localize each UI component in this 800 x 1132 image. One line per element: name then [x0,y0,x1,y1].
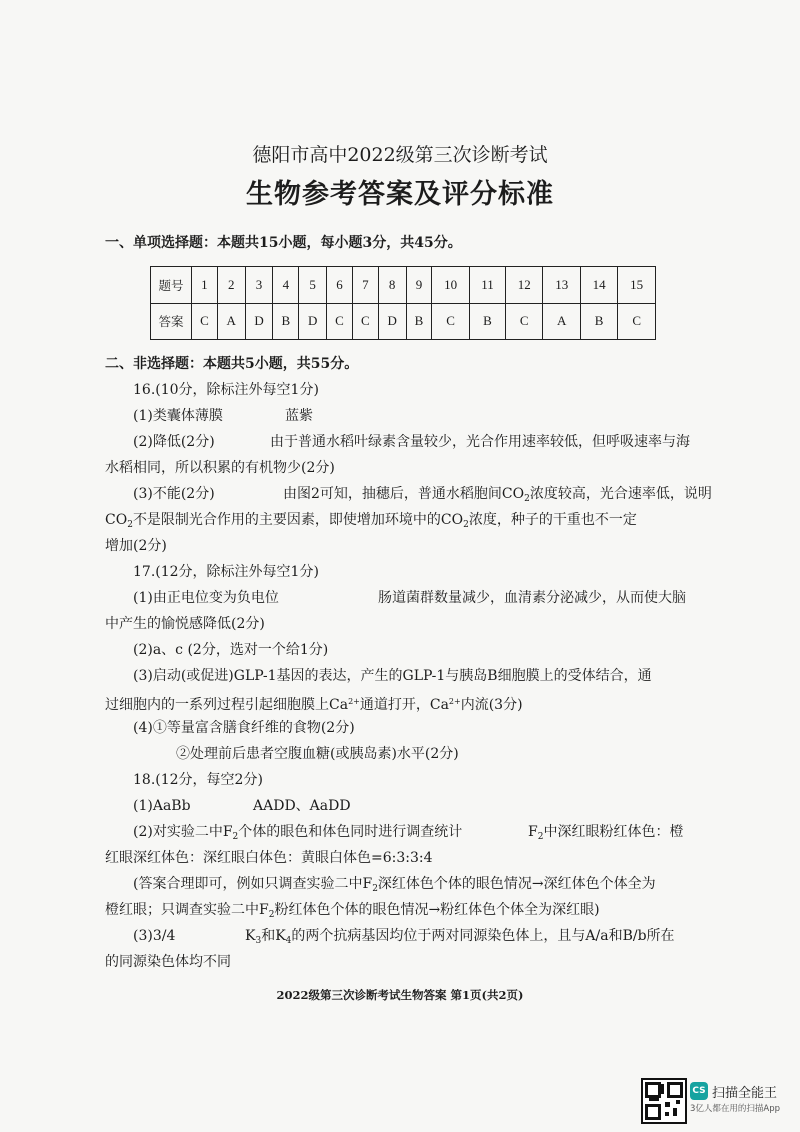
question-number: 5 [299,267,327,304]
text-span: 通道打开，Ca [359,697,449,713]
subscript: 3 [255,936,262,946]
text-span: 过细胞内的一系列过程引起细胞膜上Ca [105,697,349,713]
q16-part2-explain: 由于普通水稻叶绿素含量较少，光合作用速率较低，但呼吸速率与海 [270,434,690,450]
scanner-app-name: 扫描全能王 [712,1086,778,1101]
superscript: 2+ [448,697,461,706]
q16-part2-explain-cont: 水稻相同，所以积累的有机物少(2分) [105,460,335,476]
text-span: 的两个抗病基因均位于两对同源染色体上，且与A/a和B/b所在 [291,928,675,944]
answer-cell: D [245,303,273,340]
table-row-answers [151,303,656,340]
q18-part2-note-cont [105,900,600,925]
document-subtitle: 生物参考答案及评分标准 [246,179,554,210]
scanner-app-tagline: 3亿人都在用的扫描App [690,1104,781,1114]
table-row-numbers [151,267,656,304]
answer-cell: A [543,303,580,340]
text-span: K [245,928,256,944]
answer-cell: C [618,303,656,340]
q17-part1-answer: (1)由正电位变为负电位 [133,590,279,606]
text-span: 内流(3分) [460,697,523,713]
text-span: 浓度较高，光合速率低，说明 [529,486,712,502]
text-span: 和K [261,928,286,944]
section1-heading: 一、单项选择题：本题共15小题，每小题3分，共45分。 [105,235,462,251]
text-span: 橙红眼；只调查实验二中F [105,902,269,918]
q18-part3-explain-cont: 的同源染色体均不同 [105,954,231,970]
question-number: 11 [469,267,505,304]
q18-part2-answer [133,822,462,847]
q17-part1-explain-cont: 中产生的愉悦感降低(2分) [105,616,265,632]
row-label-answer: 答案 [151,303,192,340]
qr-code-icon [641,1078,687,1124]
question-number: 12 [506,267,543,304]
q17-part3-answer-cont [105,692,523,715]
answer-cell: B [580,303,617,340]
subscript: 2 [127,520,133,530]
q18-part2-result-cont: 红眼深红体色：深红眼白体色：黄眼白体色=6:3:3:4 [105,850,433,866]
document-title: 德阳市高中2022级第三次诊断考试 [252,144,548,166]
subscript: 4 [285,936,292,946]
text-span: 浓度，种子的干重也不一定 [468,512,637,528]
q18-part3-explain [245,926,675,951]
q16-part3-explain [283,484,712,509]
question-number: 13 [543,267,580,304]
answer-table [150,266,656,340]
q16-part3-explain-end: 增加(2分) [105,538,167,554]
camscanner-logo-icon: CS [690,1082,708,1100]
q18-part2-note [133,874,656,899]
q16-part2-answer: (2)降低(2分) [133,434,215,450]
answer-cell: B [406,303,432,340]
text-span: 不是限制光合作用的主要因素，即使增加环境中的CO [132,512,464,528]
question-number: 6 [327,267,353,304]
q18-part2-result [528,822,683,847]
answer-cell: B [273,303,299,340]
answer-cell: B [469,303,505,340]
text-span: F [528,824,538,840]
question-number: 15 [618,267,656,304]
section2-heading: 二、非选择题：本题共5小题，共55分。 [105,356,359,372]
question-number: 7 [352,267,378,304]
text-span: 个体的眼色和体色同时进行调查统计 [238,824,463,840]
subscript: 2 [232,832,239,842]
question-number: 10 [432,267,469,304]
q18-part3-answer: (3)3/4 [133,928,176,944]
subscript: 2 [537,832,544,842]
answer-cell: C [506,303,543,340]
question-number: 1 [192,267,218,304]
q18-part1-answer-b: AADD、AaDD [253,798,351,814]
question-number: 4 [273,267,299,304]
question-number: 8 [378,267,406,304]
text-span: 深红体色个体的眼色情况→深红体色个体全为 [377,876,656,892]
subscript: 2 [268,910,275,920]
text-span: 由图2可知，抽穗后，普通水稻胞间CO [283,486,525,502]
subscript: 2 [524,494,530,504]
answer-cell: C [352,303,378,340]
q18-heading: 18.(12分，每空2分) [133,772,263,788]
q16-part1-answer-b: 蓝紫 [285,408,313,424]
page-footer: 2022级第三次诊断考试生物答案 第1页(共2页) [276,988,524,1002]
question-number: 14 [580,267,617,304]
q17-part1-explain: 肠道菌群数量减少，血清素分泌减少，从而使大脑 [378,590,686,606]
question-number: 2 [217,267,245,304]
question-number: 9 [406,267,432,304]
q17-part4-answer-a: (4)①等量富含膳食纤维的食物(2分) [133,720,355,736]
answer-cell: C [192,303,218,340]
superscript: 2+ [348,697,360,706]
q17-heading: 17.(12分，除标注外每空1分) [133,564,319,580]
q16-part1-answer: (1)类囊体薄膜 [133,408,223,424]
answer-cell: C [432,303,469,340]
answer-cell: D [299,303,327,340]
subscript: 2 [372,884,378,894]
answer-cell: C [327,303,353,340]
text-span: CO [105,512,128,528]
q16-part3-explain-cont [105,510,637,535]
q17-part4-answer-b: ②处理前后患者空腹血糖(或胰岛素)水平(2分) [176,746,459,762]
q16-part3-answer: (3)不能(2分) [133,486,215,502]
q17-part3-answer: (3)启动(或促进)GLP-1基因的表达，产生的GLP-1与胰岛B细胞膜上的受体结合，通 [133,668,652,684]
text-span: 中深红眼粉红体色：橙 [543,824,684,840]
q16-heading: 16.(10分，除标注外每空1分) [133,382,319,398]
q17-part2-answer: (2)a、c (2分，选对一个给1分) [133,642,329,658]
text-span: 粉红体色个体的眼色情况→粉红体色个体全为深红眼) [274,902,600,918]
row-label-number: 题号 [151,267,192,304]
q18-part1-answer-a: (1)AaBb [133,798,191,814]
answer-cell: A [217,303,245,340]
text-span: (答案合理即可，例如只调查实验二中F [133,876,373,892]
subscript: 2 [463,520,469,530]
question-number: 3 [245,267,273,304]
answer-cell: D [378,303,406,340]
text-span: (2)对实验二中F [133,824,233,840]
